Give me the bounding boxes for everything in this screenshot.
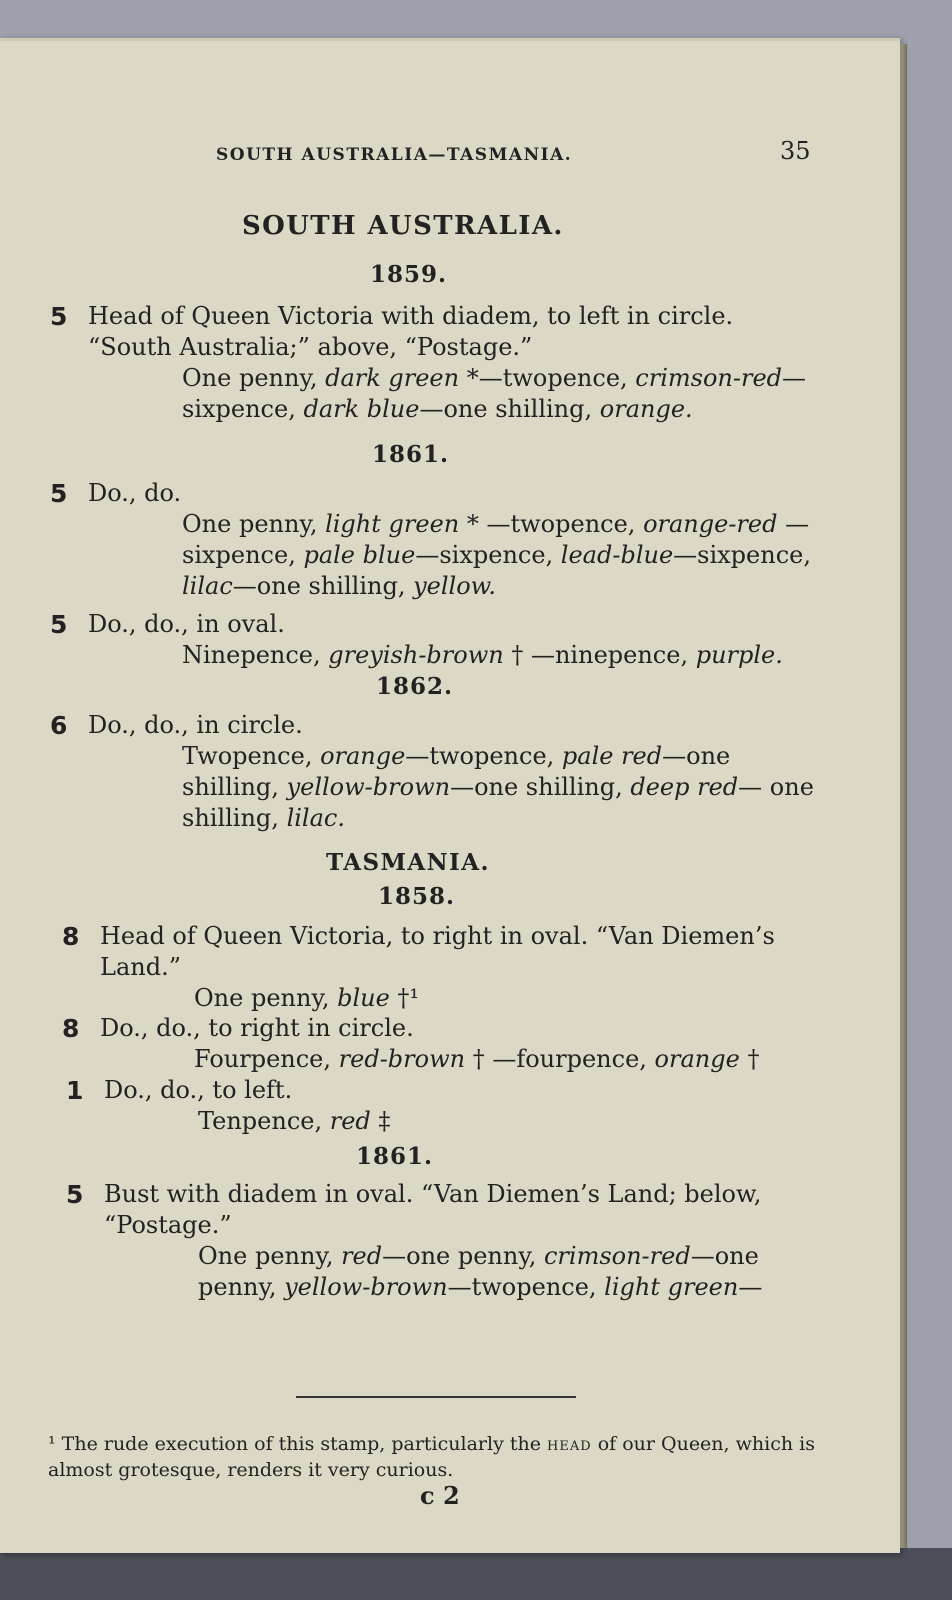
value-text: —one penny,: [382, 1242, 544, 1270]
section-title-tasmania: TASMANIA.: [326, 849, 490, 876]
value-text: —twopence,: [447, 1273, 605, 1301]
stamp-values-colors: [194, 1044, 822, 1075]
stamp-entry: [50, 301, 820, 425]
value-text: * —twopence,: [459, 510, 644, 538]
value-text: —one shilling,: [450, 773, 631, 801]
value-text: Twopence,: [182, 742, 321, 770]
footnote-emphasis: head: [547, 1433, 592, 1455]
colour-name: pale blue: [303, 541, 416, 569]
value-text: — one shilling,: [182, 773, 814, 832]
stamp-values-colors: [182, 741, 820, 834]
stamp-description: Do., do., in circle.: [88, 711, 303, 739]
footnote-text: The rude execution of this stamp, particularly the: [55, 1433, 548, 1455]
book-page: [0, 38, 900, 1553]
year-heading: 1859.: [370, 261, 448, 288]
value-text: —one penny,: [198, 1242, 759, 1301]
colour-name: yellow.: [413, 572, 496, 600]
value-text: —sixpence,: [673, 541, 811, 569]
footnote: [48, 1431, 838, 1483]
value-text: *—twopence,: [459, 364, 636, 392]
stamp-entry: [62, 921, 822, 1014]
colour-name: pale red: [561, 742, 663, 770]
value-text: †: [739, 1045, 760, 1073]
value-text: One penny,: [194, 984, 338, 1012]
stamp-entry: [62, 1013, 822, 1075]
stamp-count: 8: [62, 1014, 80, 1043]
colour-name: lilac.: [286, 804, 345, 832]
value-text: —one shilling,: [182, 742, 731, 801]
stamp-entry: [50, 609, 820, 671]
stamp-count: 5: [50, 610, 68, 639]
colour-name: orange: [320, 742, 406, 770]
colour-name: blue: [337, 984, 390, 1012]
colour-name: crimson-red: [635, 364, 783, 392]
colour-name: orange-red: [643, 510, 778, 538]
stamp-values-colors: [194, 983, 822, 1014]
stamp-description: Head of Queen Victoria with diadem, to left in circle. “South Australia;” above, “Postage.”: [88, 302, 734, 361]
stamp-description: Do., do., to right in circle.: [100, 1014, 414, 1042]
page-number: 35: [780, 137, 811, 165]
stamp-description: Do., do., in oval.: [88, 610, 285, 638]
footnote-marker: ¹: [48, 1433, 56, 1455]
stamp-entry: [66, 1075, 822, 1137]
colour-name: orange: [654, 1045, 740, 1073]
colour-name: yellow-brown: [286, 773, 451, 801]
value-text: One penny,: [182, 364, 326, 392]
colour-name: purple.: [695, 641, 783, 669]
stamp-entry: [50, 710, 820, 834]
stamp-entry: [66, 1179, 822, 1303]
value-text: Tenpence,: [198, 1107, 330, 1135]
colour-name: red: [329, 1107, 371, 1135]
colour-name: light green: [604, 1273, 739, 1301]
colour-name: light green: [325, 510, 460, 538]
stamp-count: 5: [50, 479, 68, 508]
year-heading: 1862.: [376, 673, 454, 700]
signature-mark: c 2: [420, 1481, 460, 1510]
value-text: †¹: [389, 984, 420, 1012]
value-text: † —ninepence,: [503, 641, 696, 669]
colour-name: lilac: [182, 572, 233, 600]
colour-name: orange.: [599, 395, 693, 423]
stamp-count: 5: [66, 1180, 84, 1209]
colour-name: deep red: [630, 773, 739, 801]
value-text: —twopence,: [405, 742, 562, 770]
stamp-description: Do., do., to left.: [104, 1076, 293, 1104]
colour-name: lead-blue: [560, 541, 674, 569]
colour-name: red: [341, 1242, 383, 1270]
value-text: —one shilling,: [419, 395, 600, 423]
value-text: Fourpence,: [194, 1045, 339, 1073]
running-head: SOUTH AUSTRALIA—TASMANIA.: [216, 145, 573, 165]
footnote-rule: [296, 1396, 576, 1398]
stamp-count: 6: [50, 711, 68, 740]
stamp-description: Head of Queen Victoria, to right in oval. “Van Diemen’s Land.”: [100, 922, 775, 981]
section-title-south-australia: SOUTH AUSTRALIA.: [242, 211, 564, 241]
year-heading: 1858.: [378, 883, 456, 910]
value-text: —sixpence,: [415, 541, 561, 569]
stamp-description: Do., do.: [88, 479, 182, 507]
stamp-values-colors: [182, 509, 820, 602]
colour-name: red-brown: [338, 1045, 466, 1073]
stamp-count: 8: [62, 922, 80, 951]
stamp-description: Bust with diadem in oval. “Van Diemen’s Land; below, “Postage.”: [104, 1180, 762, 1239]
stamp-count: 1: [66, 1076, 84, 1105]
value-text: One penny,: [182, 510, 326, 538]
value-text: —sixpence,: [182, 364, 807, 423]
value-text: —sixpence,: [182, 510, 810, 569]
stamp-values-colors: [198, 1241, 822, 1303]
footnote-text: of our Queen, which is almost grotesque, renders it very curious.: [48, 1433, 815, 1481]
year-heading: 1861.: [372, 441, 450, 468]
value-text: One penny,: [198, 1242, 342, 1270]
value-text: ‡: [370, 1107, 391, 1135]
stamp-entry: [50, 478, 820, 602]
colour-name: crimson-red: [543, 1242, 691, 1270]
value-text: —one shilling,: [232, 572, 414, 600]
colour-name: dark green: [325, 364, 460, 392]
colour-name: dark blue: [303, 395, 420, 423]
stamp-values-colors: [198, 1106, 822, 1137]
value-text: † —fourpence,: [465, 1045, 655, 1073]
value-text: Ninepence,: [182, 641, 329, 669]
colour-name: yellow-brown: [284, 1273, 448, 1301]
stamp-count: 5: [50, 302, 68, 331]
stamp-values-colors: [182, 363, 820, 425]
year-heading: 1861.: [356, 1143, 434, 1170]
colour-name: greyish-brown: [328, 641, 504, 669]
stamp-values-colors: [182, 640, 820, 671]
book-cover-edge: [0, 1548, 952, 1600]
value-text: —: [738, 1273, 763, 1301]
